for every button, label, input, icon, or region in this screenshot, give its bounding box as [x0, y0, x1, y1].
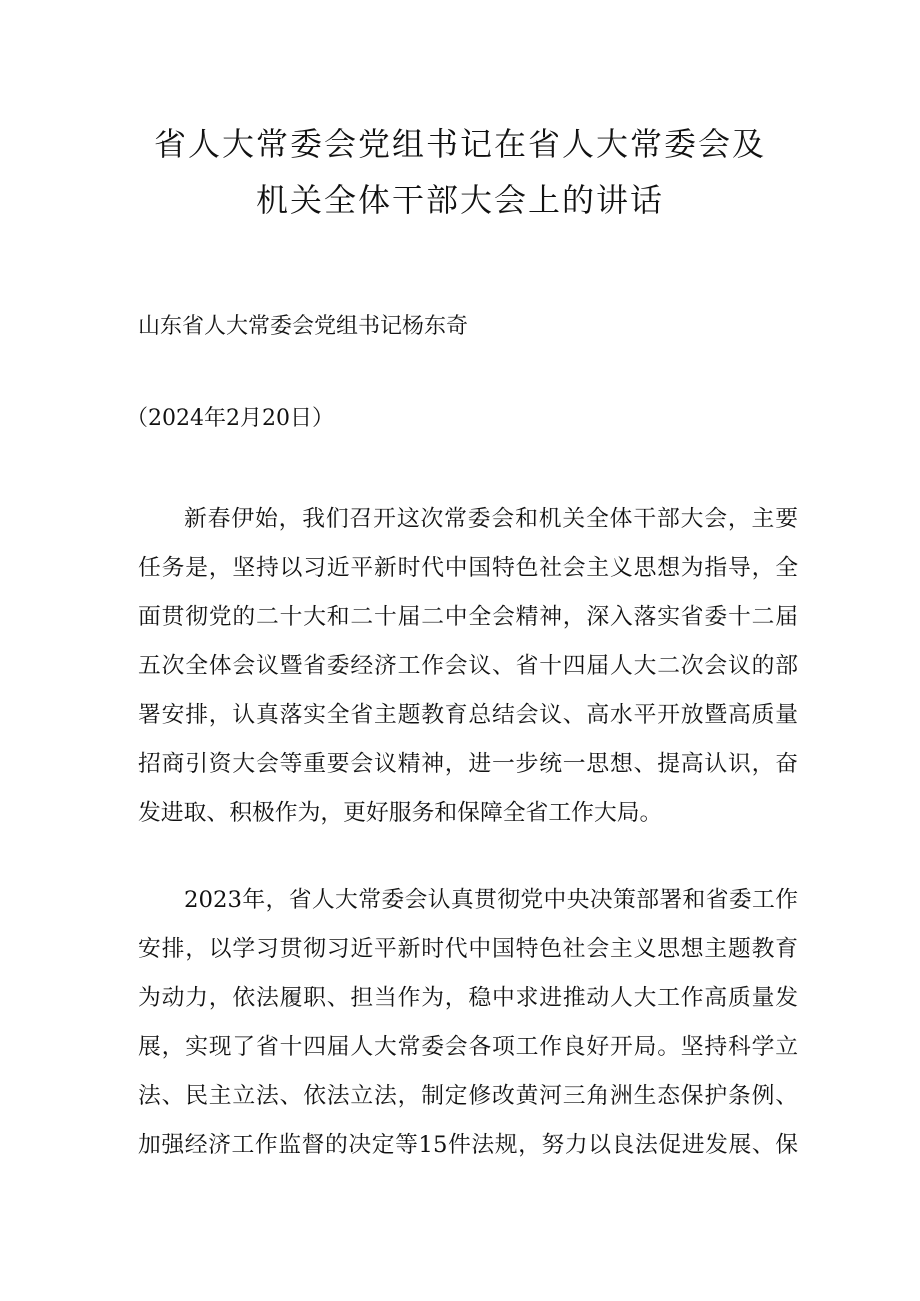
- paragraph-2: [138, 876, 798, 1170]
- paragraph-line: 招商引资大会等重要会议精神，进一步统一思想、提高认识，奋: [138, 751, 798, 777]
- paragraph-line: 五次全体会议暨省委经济工作会议、省十四届人大二次会议的部: [138, 653, 798, 679]
- paragraph-line: 为动力，依法履职、担当作为，稳中求进推动人大工作高质量发: [138, 985, 798, 1011]
- paragraph-line: 署安排，认真落实全省主题教育总结会议、高水平开放暨高质量: [138, 702, 798, 728]
- paragraph-line: 面贯彻党的二十大和二十届二中全会精神，深入落实省委十二届: [138, 604, 798, 630]
- paragraph-line: 法、民主立法、依法立法，制定修改黄河三角洲生态保护条例、: [138, 1083, 798, 1109]
- paragraph-line: 展，实现了省十四届人大常委会各项工作良好开局。坚持科学立: [138, 1034, 798, 1060]
- document-title-line-1: 省人大常委会党组书记在省人大常委会及: [153, 125, 766, 163]
- paragraph-1: [138, 495, 798, 838]
- paragraph-line: 加强经济工作监督的决定等15件法规，努力以良法促进发展、保: [138, 1132, 798, 1158]
- paragraph-line: 安排，以学习贯彻习近平新时代中国特色社会主义思想主题教育: [138, 936, 798, 962]
- speech-date: （2024年2月20日）: [126, 406, 334, 431]
- paragraph-line: 发进取、积极作为，更好服务和保障全省工作大局。: [138, 800, 663, 826]
- paragraph-line: 任务是，坚持以习近平新时代中国特色社会主义思想为指导，全: [138, 555, 798, 581]
- speaker-byline: 山东省人大常委会党组书记杨东奇: [138, 314, 469, 339]
- paragraph-line: 新春伊始，我们召开这次常委会和机关全体干部大会，主要: [184, 506, 798, 532]
- document-title-line-2: 机关全体干部大会上的讲话: [255, 181, 664, 219]
- paragraph-line: 2023年，省人大常委会认真贯彻党中央决策部署和省委工作: [184, 887, 798, 913]
